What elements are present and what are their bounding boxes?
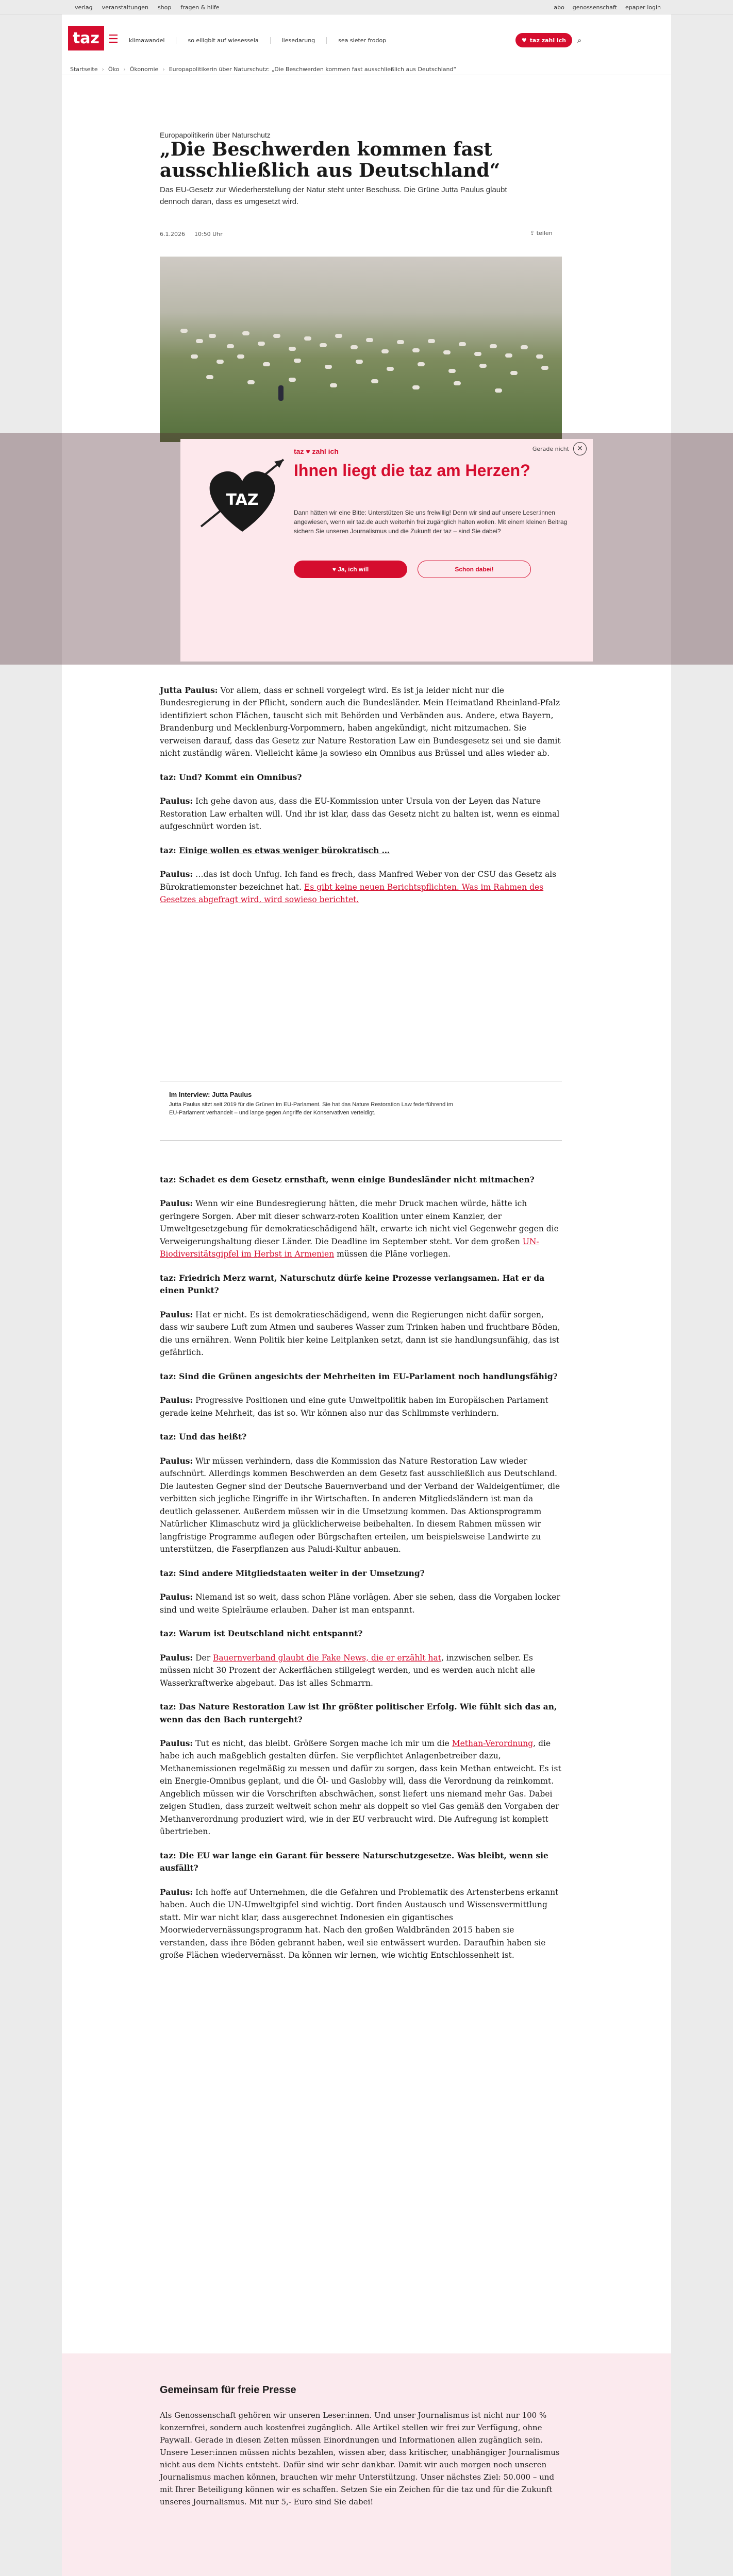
sheep xyxy=(242,331,249,335)
sheep xyxy=(209,334,216,338)
sheep xyxy=(289,378,296,382)
support-title: Gemeinsam für freie Presse xyxy=(160,2384,296,2396)
inline-link[interactable]: UN-Biodiversitätsgipfel im Herbst in Armenien xyxy=(160,1236,539,1259)
sheep xyxy=(325,365,332,369)
nav-item[interactable]: liesedarung xyxy=(282,37,327,44)
shepherd-figure xyxy=(278,385,284,401)
interview-question: taz: Sind andere Mitgliedstaaten weiter in der Umsetzung? xyxy=(160,1568,425,1578)
overlay-title: Ihnen liegt die taz am Herzen? xyxy=(294,461,530,480)
sheep xyxy=(273,334,280,338)
close-icon: ✕ xyxy=(573,442,587,455)
sheep xyxy=(191,354,198,359)
interview-answer: Paulus: Ich gehe davon aus, dass die EU-Kommission unter Ursula von der Leyen das Nature Restoration Law erhalten will. Und ihr ist klar, dass das Gesetz nicht zu halten ist, wenn es einmal aufgeschnürt worden ist. xyxy=(160,796,560,832)
sheep xyxy=(454,381,461,385)
interview-box xyxy=(160,1081,562,1141)
interview-answer: Paulus: Der Bauernverband glaubt die Fake News, die er erzählt hat, inzwischen selber. Es müssen nicht 30 Prozent der Ackerflächen stillgelegt werden, und es werden auch nicht alle Wasserkraftwerke abgebaut. Das ist alles Schmarrn. xyxy=(160,1652,536,1688)
speaker-name: Jutta Paulus: xyxy=(160,685,218,695)
menu-icon[interactable]: ☰ xyxy=(108,33,119,46)
sheep xyxy=(304,336,311,341)
nav-item[interactable]: so eiligblt auf wiesessela xyxy=(188,37,270,44)
main-nav xyxy=(129,37,397,44)
speaker-name: Paulus: xyxy=(160,1887,193,1897)
interview-question: taz: Warum ist Deutschland nicht entspannt? xyxy=(160,1629,363,1639)
breadcrumb-item: Europapolitikerin über Naturschutz: „Die Beschwerden kommen fast ausschließlich aus Deutschland“ xyxy=(169,66,457,73)
sheep xyxy=(371,379,378,383)
interview-question: taz: Schadet es dem Gesetz ernsthaft, wenn einige Bundesländer nicht mitmachen? xyxy=(160,1175,535,1184)
heart-icon: ♥ xyxy=(521,37,527,44)
article-time: 10:50 Uhr xyxy=(194,231,223,238)
speaker-name: Paulus: xyxy=(160,1592,193,1602)
sheep xyxy=(263,362,270,366)
inline-link[interactable]: Methan-Verordnung xyxy=(452,1738,534,1748)
inline-link[interactable]: Bauernverband glaubt die Fake News, die er erzählt hat xyxy=(213,1653,441,1663)
sheep xyxy=(294,359,301,363)
header xyxy=(62,14,671,75)
sheep xyxy=(387,367,394,371)
topbar-link[interactable]: veranstaltungen xyxy=(102,4,148,11)
speaker-name: Paulus: xyxy=(160,1395,193,1405)
sheep xyxy=(180,329,188,333)
sheep xyxy=(320,343,327,347)
breadcrumb xyxy=(70,66,456,73)
sheep xyxy=(330,383,337,387)
sheep xyxy=(448,369,456,373)
heart-text: TAZ xyxy=(226,491,259,509)
sheep xyxy=(459,342,466,346)
sheep xyxy=(474,352,481,356)
speaker-name: Paulus: xyxy=(160,1198,193,1209)
sheep xyxy=(247,380,255,384)
interview-question: taz: Und das heißt? xyxy=(160,1432,247,1442)
hero-image xyxy=(160,257,562,442)
sheep xyxy=(490,344,497,348)
inline-link[interactable]: Es gibt keine neuen Berichtspflichten. Was im Rahmen des Gesetzes abgefragt wird, wird sowieso berichtet. xyxy=(160,882,544,905)
interview-question: taz: Die EU war lange ein Garant für bessere Naturschutzgesetze. Was bleibt, wenn sie ausfällt? xyxy=(160,1850,548,1873)
sheep xyxy=(510,371,518,375)
overlay-brand: taz ♥ zahl ich xyxy=(294,447,339,455)
topbar-link[interactable]: abo xyxy=(554,4,564,11)
donation-overlay xyxy=(180,439,593,662)
interview-answer: Jutta Paulus: Vor allem, dass er schnell vorgelegt wird. Es ist ja leider nicht nur die Bundesregierung in der Pflicht, sondern auch die Bundesländer. Mein Heimatland Rheinland-Pfalz identifiziert schon Flächen, tauscht sich mit Behörden und Verbänden aus. Andere, etwa Bayern, Brandenburg und Mecklenburg-Vorpommern, haben angekündigt, nicht mitzumachen. Sie verweisen darauf, dass das Gesetz zur Nature Restoration Law ein Bundesgesetz sei und sie damit nicht zuständig wären. Vielleicht käme ja sowieso ein Omnibus aus Brüssel und alles wieder ab. xyxy=(160,685,561,758)
sheep xyxy=(505,353,512,358)
sheep xyxy=(443,350,451,354)
overlay-yes-button[interactable]: ♥ Ja, ich will xyxy=(294,561,407,578)
topbar-link[interactable]: fragen & hilfe xyxy=(180,4,220,11)
topbar-link[interactable]: genossenschaft xyxy=(572,4,617,11)
topbar-link[interactable]: epaper login xyxy=(625,4,661,11)
sheep xyxy=(495,388,502,393)
interview-question: taz: Und? Kommt ein Omnibus? xyxy=(160,772,302,782)
speaker-name: Paulus: xyxy=(160,1738,193,1748)
interview-question: taz: Einige wollen es etwas weniger bürokratisch … xyxy=(160,845,390,855)
sheep xyxy=(237,354,244,359)
article-kicker: Europapolitikerin über Naturschutz xyxy=(160,131,271,139)
chevron-right-icon: › xyxy=(102,66,104,73)
sheep xyxy=(412,348,420,352)
nav-item[interactable]: sea sieter frodop xyxy=(338,37,387,44)
article-meta xyxy=(160,231,223,238)
search-icon[interactable]: ⌕ xyxy=(577,36,582,45)
article-date: 6.1.2026 xyxy=(160,231,185,238)
speaker-name: Paulus: xyxy=(160,1652,193,1663)
support-text: Als Genossenschaft gehören wir unseren Leser:innen. Und unser Journalismus ist nicht nur 100 % konzernfrei, sondern auch kostenfrei zugänglich. Alle Artikel stellen wir frei zur Verfügung, ohne Paywall. Gerade in diesen Zeiten müssen Einordnungen und Informationen allen zugänglich sein. Unsere Leser:innen müssen nichts bezahlen, wissen aber, dass kritischer, unabhängiger Journalismus nicht aus dem Nichts entsteht. Dafür sind wir sehr dankbar. Damit wir auch morgen noch unseren Journalismus machen können, brauchen wir mehr Unterstützung. Unser nächstes Ziel: 50.000 – und mit Ihrer Beteiligung können wir es schaffen. Setzen Sie ein Zeichen für die taz und für die Zukunft unseres Journalismus. Mit nur 5,- Euro sind Sie dabei! xyxy=(160,2411,560,2506)
sheep xyxy=(196,339,203,343)
sheep xyxy=(351,345,358,349)
heart-arrow-icon xyxy=(196,449,289,542)
sheep xyxy=(418,362,425,366)
interview-answer: Paulus: Ich hoffe auf Unternehmen, die die Gefahren und Problematik des Artensterbens erkannt haben. Auch die UN-Umweltgipfel sind wichtig. Dort finden Austausch und Wissensvermittlung statt. Mir war nicht klar, dass ausgerechnet Indonesien ein gigantisches Moorwiedervernässungsprogramm hat. Nach den großen Waldbränden 2015 haben sie verstanden, dass ihre Böden gebrannt haben, weil sie entwässert wurden. Daraufhin haben sie große Flächen wiedervernässt. Da können wir lernen, wie wichtig Entschlossenheit ist. xyxy=(160,1887,559,1960)
sheep xyxy=(258,342,265,346)
overlay-close-button[interactable]: Gerade nicht ✕ xyxy=(532,442,587,455)
topbar-link[interactable]: shop xyxy=(157,4,172,11)
speaker-name: Paulus: xyxy=(160,1455,193,1466)
inline-link[interactable]: Einige wollen es etwas weniger bürokratisch … xyxy=(179,845,390,855)
sheep xyxy=(216,360,224,364)
sheep xyxy=(521,345,528,349)
interview-question: taz: Sind die Grünen angesichts der Mehrheiten im EU-Parlament noch handlungsfähig? xyxy=(160,1371,558,1381)
chevron-right-icon: › xyxy=(123,66,126,73)
speaker-name: Paulus: xyxy=(160,796,193,806)
top-utility-bar xyxy=(0,0,733,14)
speaker-name: Paulus: xyxy=(160,869,193,879)
nav-item[interactable]: klimawandel xyxy=(129,37,176,44)
interview-answer: Paulus: Wenn wir eine Bundesregierung hätten, die mehr Druck machen würde, hätte ich geringere Sorgen. Aber mit dieser schwarz-roten Koalition unter einem Kanzler, der Umweltgesetzgebung für demokratieschädigend hält, erwarte ich nicht viel Gegenwehr gegen die Verweigerungshaltung dieser Länder. Die Deadline im September steht. Vor dem großen UN-Biodiversitätsgipfel im Herbst in Armenien müssen die Pläne vorliegen. xyxy=(160,1198,559,1259)
sheep xyxy=(227,344,234,348)
interview-answer: Paulus: …das ist doch Unfug. Ich fand es frech, dass Manfred Weber von der CSU das Gesetz als Bürokratiemonster bezeichnet hat. Es gibt keine neuen Berichtspflichten. Was im Rahmen des Gesetzes abgefragt wird, wird sowieso berichtet. xyxy=(160,869,557,905)
chevron-right-icon: › xyxy=(162,66,165,73)
sheep xyxy=(356,360,363,364)
breadcrumb-item[interactable]: Ökonomie xyxy=(129,66,159,73)
sheep xyxy=(335,334,342,338)
sheep xyxy=(206,375,213,379)
donate-button[interactable]: ♥ taz zahl ich xyxy=(515,33,572,47)
interview-title: Im Interview: Jutta Paulus xyxy=(169,1091,252,1098)
interview-answer: Paulus: Wir müssen verhindern, dass die Kommission das Nature Restoration Law wieder aufschnürt. Allerdings kommen Beschwerden an dem Gesetz fast ausschließlich aus Deutschland. Die lautesten Gegner sind der Deutsche Bauernverband und der Verband der Waldeigentümer, die verbitten sich jegliche Eingriffe in ihr Wirtschaften. In anderen Mitgliedsländern ist man da deutlich gelassener. Außerdem müssen wir in die Umsetzung kommen. Das Aktionsprogramm Natürlicher Klimaschutz wird ja glücklicherweise beibehalten. In diesem Rahmen müssen wir langfristige Programme auflegen oder Bürgschaften erteilen, um beispielsweise Landwirte zu unterstützen, die Faserpflanzen aus Paludi-Kultur anbauen. xyxy=(160,1455,560,1554)
interview-question: taz: Friedrich Merz warnt, Naturschutz dürfe keine Prozesse verlangsamen. Hat er da einen Punkt? xyxy=(160,1273,545,1296)
sheep xyxy=(289,347,296,351)
overlay-text: Dann hätten wir eine Bitte: Unterstützen Sie uns freiwillig! Denn wir sind auf unsere Leser:innen angewiesen, wenn wir taz.de auch weiterhin frei zugänglich halten wollen. Mit einem kleinen Beitrag sichern Sie unseren Journalismus und die Zukunft der taz – sind Sie dabei? xyxy=(294,509,568,535)
interview-question: taz: Das Nature Restoration Law ist Ihr größter politischer Erfolg. Wie fühlt sich das an, wenn das den Bach runtergeht? xyxy=(160,1702,557,1724)
breadcrumb-item[interactable]: Öko xyxy=(108,66,120,73)
support-section xyxy=(62,2353,671,2576)
sheep xyxy=(366,338,373,342)
sheep xyxy=(479,364,487,368)
sheep xyxy=(381,349,389,353)
interview-answer: Paulus: Hat er nicht. Es ist demokratieschädigend, wenn die Regierungen nicht dafür sorgen, dass wir saubere Luft zum Atmen und sauberes Wasser zum Trinken haben und fruchtbare Böden, die uns ernähren. Wenn Politik hier keine Leitplanken setzt, dann ist sie handlungsunfähig, das ist gefährlich. xyxy=(160,1309,560,1358)
taz-logo[interactable]: taz xyxy=(68,26,104,50)
interview-text: Jutta Paulus sitzt seit 2019 für die Grünen im EU-Parlament. Sie hat das Nature Restoration Law federführend im EU-Parlament verhandelt – und lange gegen Angriffe der Konservativen verteidigt. xyxy=(169,1101,453,1116)
breadcrumb-item[interactable]: Startseite xyxy=(70,66,98,73)
sheep xyxy=(536,354,543,359)
article-lead: Das EU-Gesetz zur Wiederherstellung der Natur steht unter Beschuss. Die Grüne Jutta Paulus glaubt dennoch daran, dass es umgesetzt wird. xyxy=(160,185,507,206)
page xyxy=(62,14,671,2576)
speaker-name: Paulus: xyxy=(160,1309,193,1319)
sheep xyxy=(397,340,404,344)
sheep xyxy=(541,366,548,370)
interview-answer: Paulus: Tut es nicht, das bleibt. Größere Sorgen mache ich mir um die Methan-Verordnung, die habe ich auch maßgeblich gestalten dürfen. Sie verpflichtet Anlagenbetreiber dazu, Methanemissionen regelmäßig zu messen und dafür zu sorgen, dass kein Methan entweicht. Es ist ein Energie-Omnibus geplant, und die Öl- und Gaslobby will, dass die Verordnung da reinkommt. Angeblich müssen wir die Vorschriften abschwächen, sonst liefert uns niemand mehr Gas. Dabei zeigen Studien, dass zurzeit weltweit schon mehr als doppelt so viel Gas gemäß den Vorgaben der Methanverordnung produziert wird, wie in der EU verbraucht wird. Die Aufregung ist komplett übertrieben. xyxy=(160,1738,561,1837)
article-title: „Die Beschwerden kommen fast ausschließlich aus Deutschland“ xyxy=(160,139,501,182)
overlay-no-button[interactable]: Schon dabei! xyxy=(418,561,531,578)
article-body-top xyxy=(160,684,562,918)
sheep xyxy=(428,339,435,343)
interview-answer: Paulus: Niemand ist so weit, dass schon Pläne vorlägen. Aber sie sehen, dass die Vorgaben locker sind und weite Spielräume erlauben. Daher ist man entspannt. xyxy=(160,1592,560,1615)
share-link[interactable]: ⇪ teilen xyxy=(530,230,553,236)
interview-answer: Paulus: Progressive Positionen und eine gute Umweltpolitik haben im Europäischen Parlament gerade keine Mehrheit, das ist so. Wir können also nur das Schlimmste verhindern. xyxy=(160,1395,548,1418)
sheep xyxy=(412,385,420,389)
topbar-link[interactable]: verlag xyxy=(75,4,93,11)
article-body-main xyxy=(160,1174,562,1973)
